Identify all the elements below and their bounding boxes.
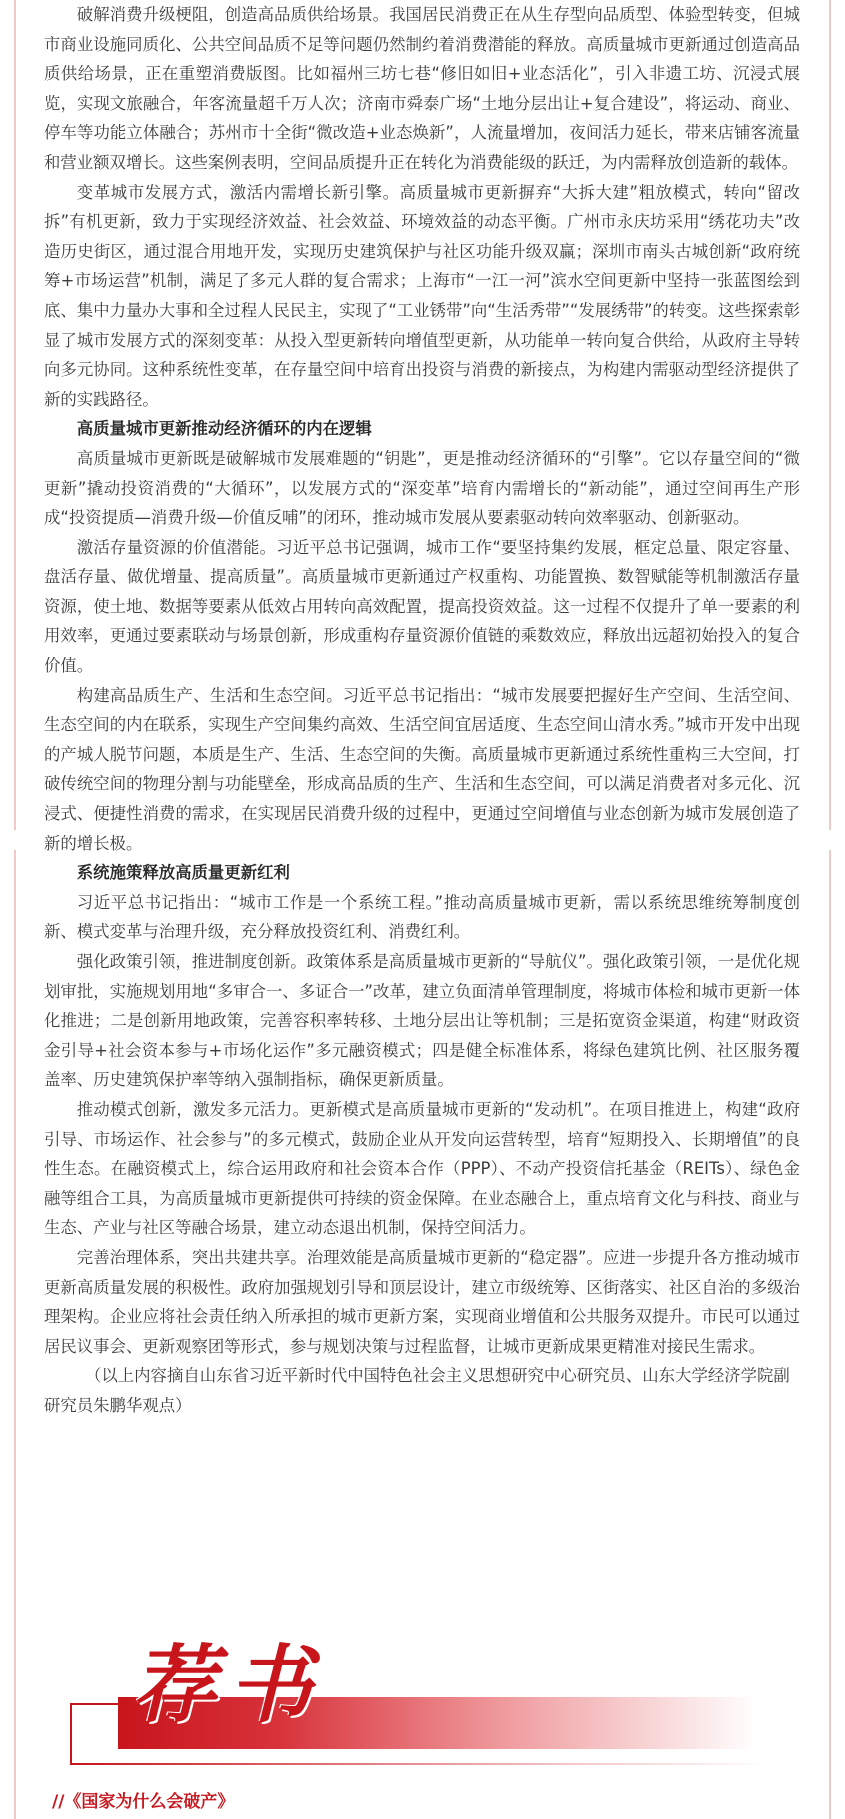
paragraph: 完善治理体系，突出共建共享。治理效能是高质量城市更新的“稳定器”。应进一步提升各方推动城市更新高质量发展的积极性。政府加强规划引导和顶层设计，建立市级统筹、区街落实、社区自治的多级治理架构。企业应将社会责任纳入所承担的城市更新方案，实现商业增值和公共服务双提升。市民可以通过居民议事会、更新观察团等形式，参与规划决策与过程监督，让城市更新成果更精准对接民生需求。	[44, 1247, 800, 1356]
banner-frame	[70, 1703, 72, 1765]
banner-frame	[70, 1703, 120, 1705]
left-border-line	[14, 0, 16, 830]
paragraph: 高质量城市更新既是破解城市发展难题的“钥匙”，更是推动经济循环的“引擎”。它以存量空间的“微更新”撬动投资消费的“大循环”，以发展方式的“深変革”培育内需增长的“新动能”，通过空间再生产形成“投资提质—消费升级—价值反哺”的闭环，推动城市发展从要素驱动转向效率驱动、创新驱动。	[44, 448, 800, 528]
paragraph: 强化政策引领，推进制度创新。政策体系是高质量城市更新的“导航仪”。强化政策引领，一是优化规划审批，实施规划用地“多审合一、多证合一”改革，建立负面清单管理制度，将城市体检和城市更新一体化推进；二是创新用地政策，完善容积率转移、土地分层出让等机制；三是拓宽资金渠道，构建“财政资金引导+社会资本参与+市场化运作”多元融资模式；四是健全标准体系，将绿色建筑比例、社区服务覆盖率、历史建筑保护率等纳入强制指标，确保更新质量。	[44, 952, 800, 1090]
article-body	[44, 0, 800, 1421]
paragraph: 破解消费升级梗阻，创造高品质供给场景。我国居民消费正在从生存型向品质型、体验型转变，但城市商业设施同质化、公共空间品质不足等问题仍然制约着消费潜能的释放。高质量城市更新通过创造高品质供给场景，正在重塑消费版图。比如福州三坊七巷“修旧如旧+业态活化”，引入非遗工坊、沉浸式展览，实现文旅融合，年客流量超千万人次；济南市舜泰广场“土地分层出让+复合建设”，将运动、商业、停车等功能立体融合；苏州市十全街“微改造+业态焕新”，人流量增加，夜间活力延长，带来店铺客流量和营业额双增长。这些案例表明，空间品质提升正在转化为消费能级的跃迁，为内需释放创造新的载体。	[44, 5, 800, 172]
paragraph: 变革城市发展方式，激活内需增长新引擎。高质量城市更新摒弃“大拆大建”粗放模式，转向“留改拆”有机更新，致力于实现经济效益、社会效益、环境效益的动态平衡。广州市永庆坊采用“绣花功夫”改造历史街区，通过混合用地开发，实现历史建筑保护与社区功能升级双赢；深圳市南头古城创新“政府统筹+市场运营”机制，满足了多元人群的复合需求；上海市“一江一河”滨水空间更新中坚持一张蓝图绘到底、集中力量办大事和全过程人民民主，实现了“工业锈带”向“生活秀带”“发展绣带”的转变。这些探索彰显了城市发展方式的深刻变革：从投入型更新转向增值型更新，从功能单一转向复合供给，从政府主导转向多元协同。这种系统性变革，在存量空间中培育出投资与消费的新接点，为构建内需驱动型经济提供了新的实践路径。	[44, 182, 800, 409]
section-heading: 高质量城市更新推动经济循环的内在逻辑	[76, 419, 372, 439]
source-note: （以上内容摘自山东省习近平新时代中国特色社会主义思想研究中心研究员、山东大学经济学院副研究员朱鹏华观点）	[44, 1366, 790, 1415]
paragraph: 激活存量资源的价值潜能。习近平总书记强调，城市工作“要坚持集约发展，框定总量、限定容量、盘活存量、做优增量、提高质量”。高质量城市更新通过产权重构、功能置换、数智赋能等机制激活存量资源，使土地、数据等要素从低效占用转向高效配置，提高投资效益。这一过程不仅提升了单一要素的利用效率，更通过要素联动与场景创新，形成重构存量资源价值链的乘数效应，释放出远超初始投入的复合价值。	[44, 537, 800, 676]
right-border-line	[829, 0, 831, 830]
paragraph: 构建高品质生产、生活和生态空间。习近平总书记指出：“城市发展要把握好生产空间、生活空间、生态空间的内在联系，实现生产空间集约高效、生活空间宜居适度、生态空间山清水秀。”城市开发中出现的产城人脱节问题，本质是生产、生活、生态空间的失衡。高质量城市更新通过系统性重构三大空间，打破传统空间的物理分割与功能壁垒，形成高品质的生产、生活和生态空间，可以满足消费者对多元化、沉浸式、便捷性消费的需求，在实现居民消费升级的过程中，更通过空间增值与业态创新为城市发展创造了新的增长极。	[44, 685, 800, 853]
paragraph: 推动模式创新，激发多元活力。更新模式是高质量城市更新的“发动机”。在项目推进上，构建“政府引导、市场运作、社会参与”的多元模式，鼓励企业从开发向运营转型，培育“短期投入、长期增值”的良性生态。在融资模式上，综合运用政府和社会资本合作（PPP）、不动产投资信托基金（REITs）、绿色金融等组合工具，为高质量城市更新提供可持续的资金保障。在业态融合上，重点培育文化与科技、商业与生态、产业与社区等融合场景，建立动态退出机制，保持空间活力。	[44, 1099, 800, 1238]
book-recommendation-banner	[0, 1625, 845, 1770]
banner-title: 荐书	[132, 1635, 325, 1734]
banner-frame	[70, 1763, 770, 1765]
book-title: //《国家为什么会破产》	[52, 1792, 235, 1812]
section-heading: 系统施策释放高质量更新红利	[76, 863, 290, 883]
paragraph: 习近平总书记指出：“城市工作是一个系统工程。”推动高质量城市更新，需以系统思维统筹制度创新、模式変革与治理升级，充分释放投资红利、消费红利。	[44, 892, 800, 942]
